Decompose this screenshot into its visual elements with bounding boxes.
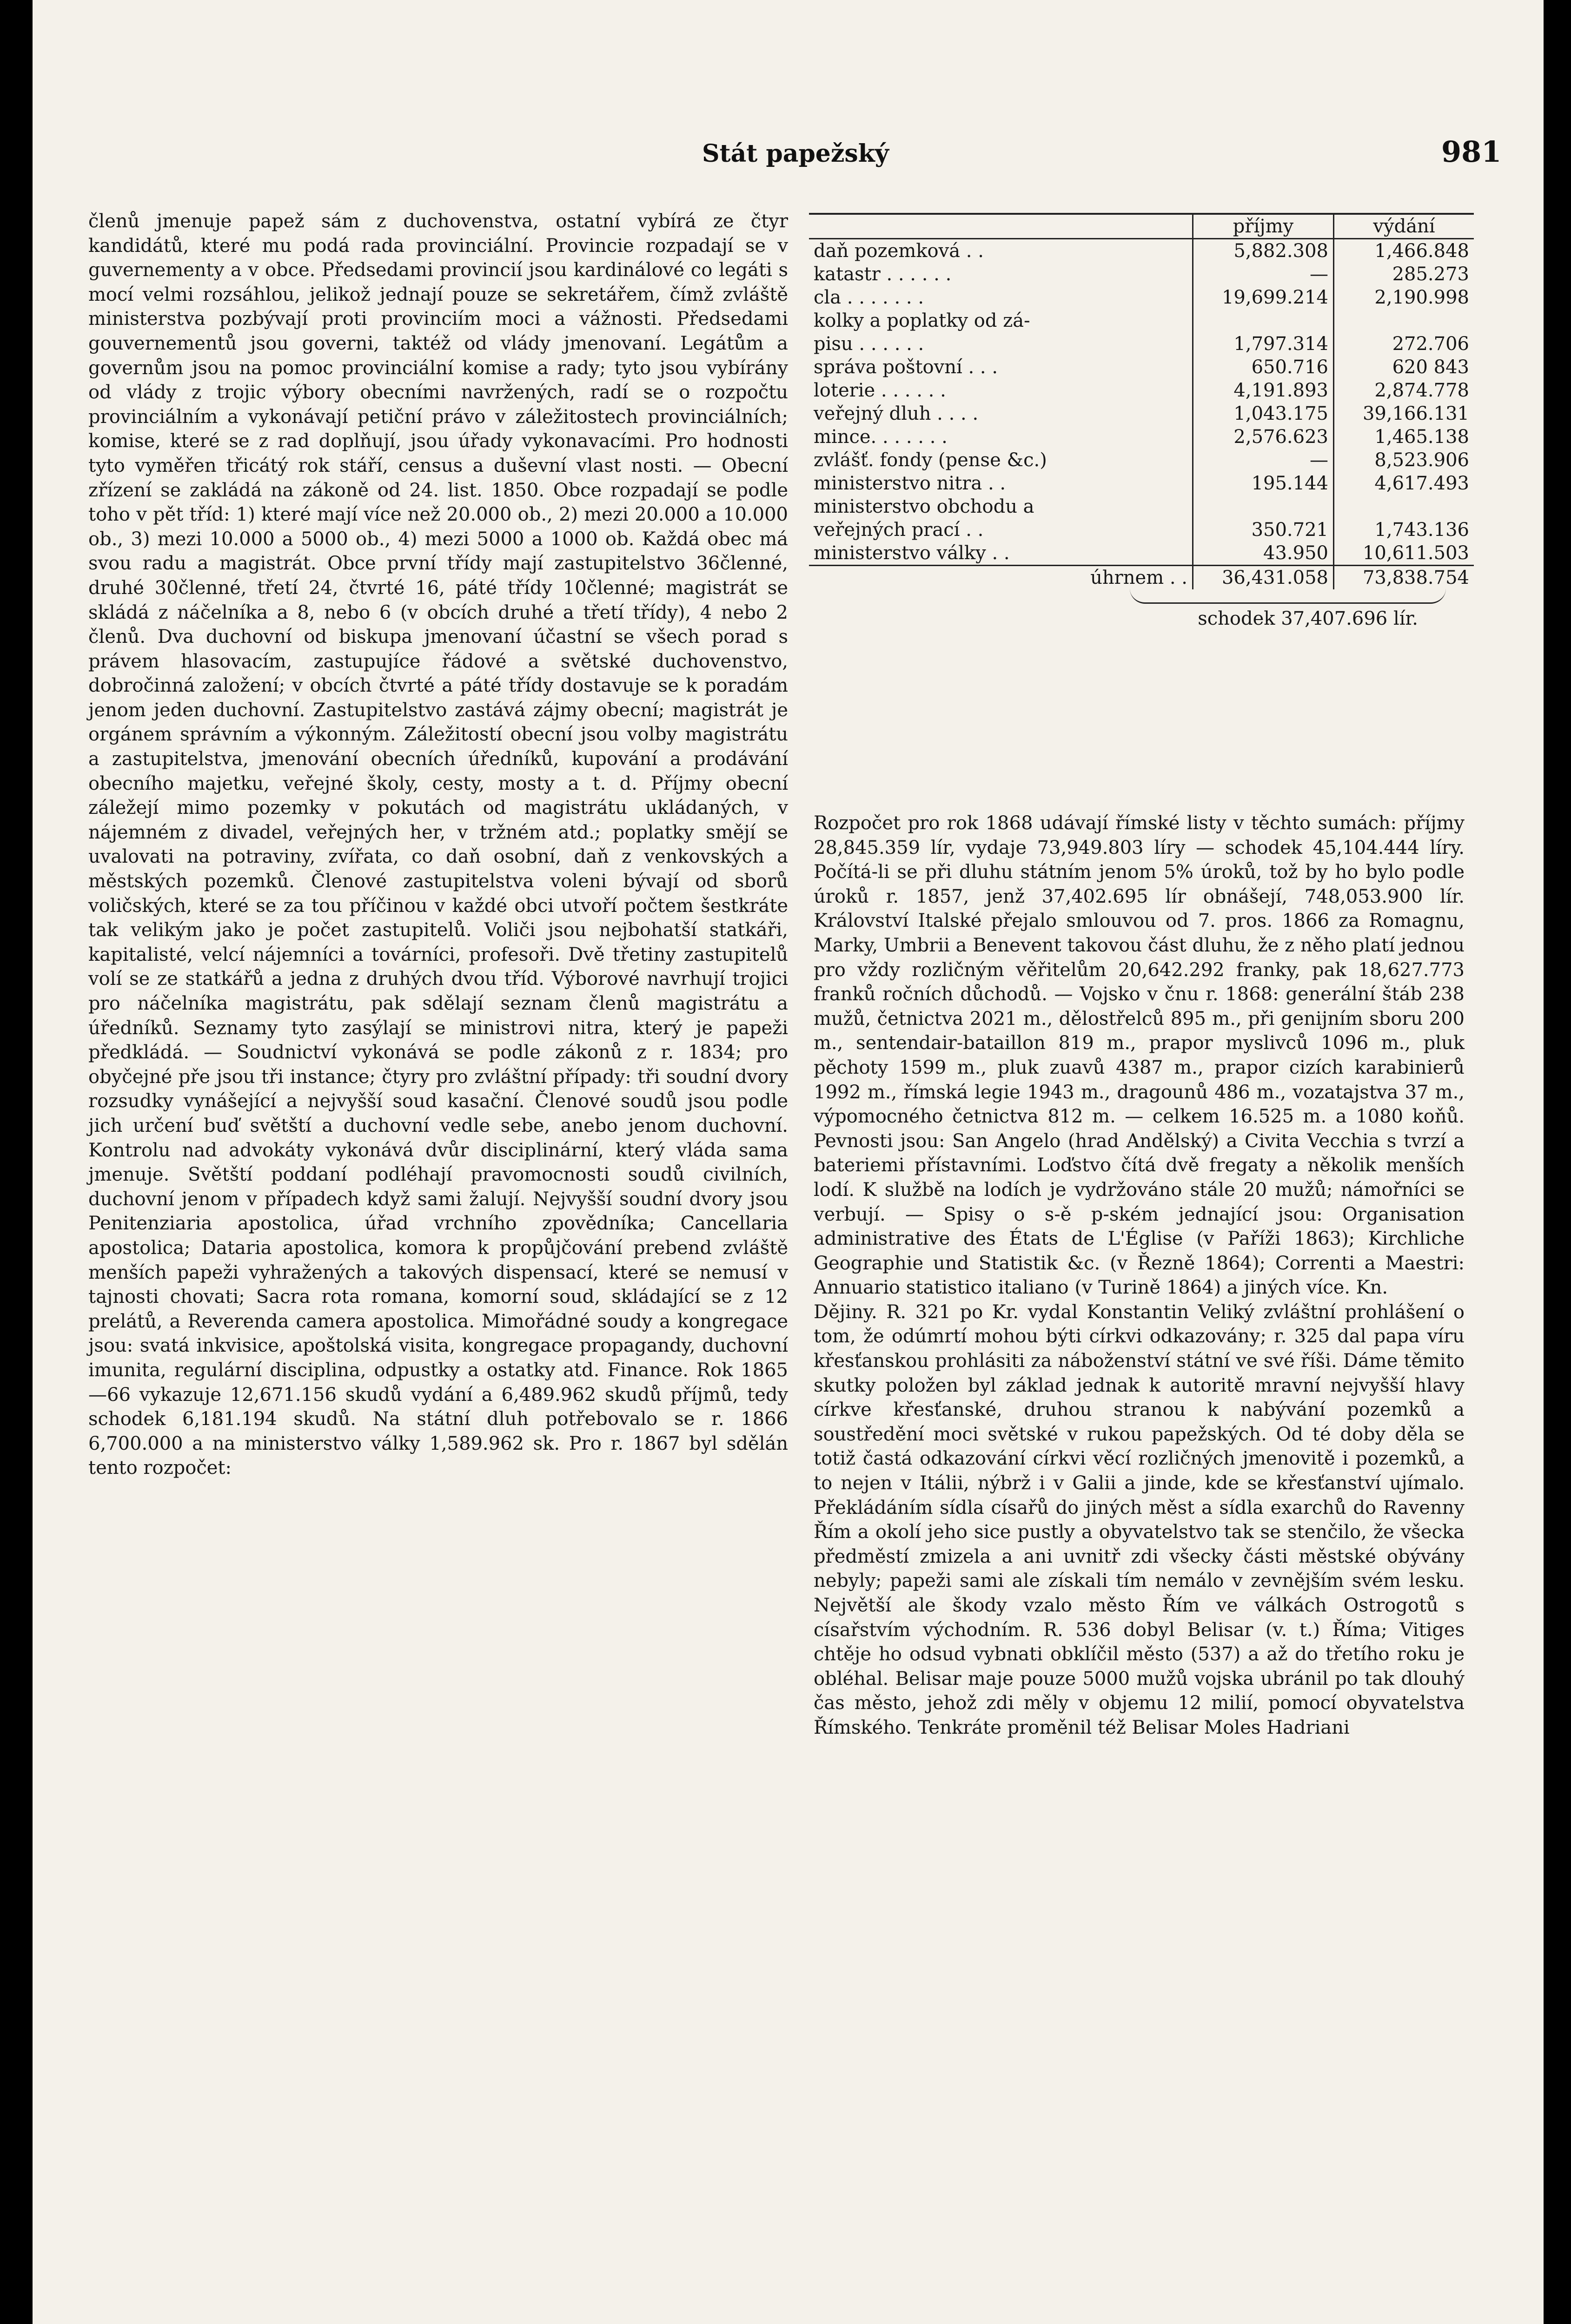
table-row: [809, 402, 1474, 425]
running-head-title: Stát papežský: [702, 139, 889, 168]
row-expense: 1,466.848: [1334, 239, 1474, 263]
table-header-income: příjmy: [1193, 214, 1334, 239]
row-label: pisu . . . . . .: [814, 333, 924, 355]
row-income: —: [1193, 263, 1334, 286]
row-income: 350.721: [1193, 518, 1334, 541]
row-expense: 620 843: [1334, 356, 1474, 379]
row-label: ministerstvo nitra . .: [814, 473, 1006, 494]
table-row: [809, 472, 1474, 495]
row-income: 1,797.314: [1193, 332, 1334, 356]
table-total-row: [809, 566, 1474, 590]
table-row: [809, 449, 1474, 472]
row-label: ministerstvo války . .: [814, 542, 1010, 564]
table-row: [809, 518, 1474, 541]
left-column: [88, 209, 788, 2324]
row-income: 4,191.893: [1193, 379, 1334, 402]
row-expense: 4,617.493: [1334, 472, 1474, 495]
row-expense: 10,611.503: [1334, 541, 1474, 566]
table-row: [809, 356, 1474, 379]
row-label: ministerstvo obchodu a: [814, 496, 1034, 517]
row-expense: 1,743.136: [1334, 518, 1474, 541]
row-income: 43.950: [1193, 541, 1334, 566]
row-expense: [1334, 309, 1474, 332]
row-label: mince. . . . . . .: [814, 426, 948, 448]
row-income: 5,882.308: [1193, 239, 1334, 263]
total-label: úhrnem . .: [809, 566, 1193, 590]
brace-line: [1130, 588, 1446, 604]
table-row: [809, 286, 1474, 309]
row-label: kolky a poplatky od zá-: [814, 310, 1030, 331]
budget-table-body: [809, 239, 1474, 566]
page-sheet: [33, 0, 1544, 2324]
right-column: [814, 811, 1465, 2324]
row-income: 2,576.623: [1193, 425, 1334, 449]
deficit-text: schodek 37,407.696 lír.: [1198, 608, 1418, 629]
row-income: 1,043.175: [1193, 402, 1334, 425]
row-expense: 272.706: [1334, 332, 1474, 356]
row-income: 650.716: [1193, 356, 1334, 379]
total-expense: 73,838.754: [1334, 566, 1474, 590]
row-label: veřejných prací . .: [814, 519, 984, 541]
table-row: [809, 541, 1474, 566]
row-label: cla . . . . . . .: [814, 287, 924, 308]
budget-table: [809, 213, 1474, 589]
row-income: [1193, 309, 1334, 332]
row-label: správa poštovní . . .: [814, 357, 998, 378]
table-row: [809, 239, 1474, 263]
left-column-text: členů jmenuje papež sám z duchovenstva, ostatní vybírá ze čtyr kandidátů, které mu podá rada provinciální. Provincie rozpadají se v guvernementy a v obce. Předsedami provincií jsou kardinálové co legáti s mocí velmi rozsáhlou, jelikož jednají pouze se sekretářem, čímž zvláště ministerstva pozbývají proti provinciím moci a vážnosti. Předsedami gouvernementů jsou governi, taktéž od vlády jmenovaní. Legátům a governům jsou na pomoc provinciální komise a rady; tyto jsou vybírány od vlády z trojic výbory obecními navržených, radí se o rozpočtu provinciálním a vykonávají petiční právo v záležitostech provinciálních; komise, které se z rad doplňují, jsou úřady vykonavacími. Pro hodnosti tyto vyměřen třicátý rok stáří, census a duševní vlast nosti. — Obecní zřízení se zakládá na zákoně od 24. list. 1850. Obce rozpadají se podle toho v pět tříd: 1) které mají více než 20.000 ob., 2) mezi 20.000 a 10.000 ob., 3) mezi 10.000 a 5000 ob., 4) mezi 5000 a 1000 ob. Každá obec má svou radu a magistrát. Obce první třídy mají zastupitelstvo 36členné, druhé 30členné, třetí 24, čtvrté 16, páté třídy 10členné; magistrát se skládá z náčelníka a 8, nebo 6 (v obcích druhé a třetí třídy), 4 nebo 2 členů. Dva duchovní od biskupa jmenovaní účastní se všech porad s právem hlasovacím, zastupujíce řádové a světské duchovenstvo, dobročinná založení; v obcích čtvrté a páté třídy dostavuje se k poradám jenom jeden duchovní. Zastupitelstvo zastává zájmy obecní; magistrát je orgánem správním a výkonným. Záležitostí obecní jsou volby magistrátu a zastupitelstva, jmenování obecních úředníků, kupování a prodávání obecního majetku, veřejné školy, cesty, mosty a t. d. Příjmy obecní záležejí mimo pozemky v pokutách od magistrátu ukládaných, v nájemném z divadel, veřejných her, v tržném atd.; poplatky smějí se uvalovati na potraviny, zvířata, co daň osobní, daň z venkovských a městských pozemků. Členové zastupitelstva voleni bývají od sborů voličských, které se za tou příčinou v každé obci utvoří počtem šestkráte tak velikým jako je počet zastupitelů. Voliči jsou nejbohatší statkáři, kapitalisté, velcí nájemníci a továrníci, profesoři. Dvě třetiny zastupitelů volí se ze statkářů a jedna z druhých dvou tříd. Výborové navrhují trojici pro náčelníka magistrátu, pak sdělají seznam členů magistrátu a úředníků. Seznamy tyto zasýlají se ministrovi nitra, který je papeži předkládá. — Soudnictví vykonává se podle zákonů z r. 1834; pro obyčejné pře jsou tři instance; čtyry pro zvláštní případy: tři soudní dvory rozsudky vynášející a nejvyšší soud kasační. Členové soudů jsou podle jich určení buď světští a duchovní vedle sebe, anebo jenom duchovní. Kontrolu nad advokáty vykonává dvůr disciplinární, který vláda sama jmenuje. Světští poddaní podléhají pravomocnosti soudů civilních, duchovní jenom v případech když sami žalují. Nejvyšší soudní dvory jsou Penitenziaria apostolica, úřad vrchního zpovědníka; Cancellaria apostolica; Dataria apostolica, komora k propůjčování prebend zvláště menších papeži vyhražených a takových dispensací, které se nemusí v tajnosti chovati; Sacra rota romana, komorní soud, skládající se z 12 prelátů, a Reverenda camera apostolica. Mimořádné soudy a kongregace jsou: svatá inkvisice, apoštolská visita, kongregace propagandy, duchovní imunita, regulární disciplina, odpustky a ostatky atd. Finance. Rok 1865—66 vykazuje 12,671.156 skudů vydání a 6,489.962 skudů příjmů, tedy schodek 6,181.194 skudů. Na státní dluh potřebovalo se r. 1866 6,700.000 a na ministerstvo války 1,589.962 sk. Pro r. 1867 byl sdělán tento rozpočet:: [88, 211, 788, 1479]
row-label: veřejný dluh . . . .: [814, 403, 979, 424]
table-row: [809, 425, 1474, 449]
row-label: katastr . . . . . .: [814, 264, 952, 285]
table-header-row: [809, 214, 1474, 239]
row-expense: 2,874.778: [1334, 379, 1474, 402]
total-income: 36,431.058: [1193, 566, 1334, 590]
deficit-note: [809, 608, 1478, 629]
table-header-expense: výdání: [1334, 214, 1474, 239]
row-expense: 39,166.131: [1334, 402, 1474, 425]
row-label: daň pozemková . .: [814, 240, 984, 262]
row-expense: [1334, 495, 1474, 518]
row-income: 195.144: [1193, 472, 1334, 495]
row-expense: 8,523.906: [1334, 449, 1474, 472]
row-income: 19,699.214: [1193, 286, 1334, 309]
table-row: [809, 495, 1474, 518]
page-number: 981: [1441, 135, 1502, 169]
row-label: loterie . . . . . .: [814, 380, 946, 401]
right-column-text: Rozpočet pro rok 1868 udávají římské listy v těchto sumách: příjmy 28,845.359 lír, vydaje 73,949.803 líry — schodek 45,104.444 líry. Počítá-li se při dluhu státním jenom 5% úroků, tož by ho bylo podle úroků r. 1857, jenž 37,402.695 lír obnášejí, 748,053.900 lír. Království Italské přejalo smlouvou od 7. pros. 1866 za Romagnu, Marky, Umbrii a Benevent takovou část dluhu, že z něho platí jednou pro vždy rozličným věřitelům 20,642.292 franky, pak 18,627.773 franků ročních důchodů. — Vojsko v čnu r. 1868: generální štáb 238 mužů, četnictva 2021 m., dělostřelců 895 m., při genijním sboru 200 m., sentendair-bataillon 819 m., prapor myslivců 1096 m., pluk pěchoty 1599 m., pluk zuavů 4387 m., prapor cizích karabinierů 1992 m., římská legie 1943 m., dragounů 486 m., vozatajstva 37 m., výpomocného četnictva 812 m. — celkem 16.525 m. a 1080 koňů. Pevnosti jsou: San Angelo (hrad Andělský) a Civita Vecchia s tvrzí a bateriemi přístavními. Loďstvo čítá dvě fregaty a několik menších lodí. K službě na lodích je vydržováno stále 20 mužů; námořníci se verbují. — Spisy o s-ě p-ském jednající jsou: Organisation administrative des États de L'Église (v Paříži 1863); Kirchliche Geographie und Statistik &c. (v Řezně 1864); Correnti a Maestri: Annuario statistico italiano (v Turině 1864) a jiných více. Kn. Dějiny. R. 321 po Kr. vydal Konstantin Veliký zvláštní prohlášení o tom, že odúmrtí mohou býti církvi odkazovány; r. 325 dal papa víru křesťanskou prohlásiti za náboženství státní ve své říši. Dáme těmito skutky položen byl základ jednak k autoritě mravní nejvyšší hlavy církve křesťanské, druhou stranou k nabývání pozemků a soustředění moci světské v rukou papežských. Od té doby děla se totiž častá odkazování církvi věcí rozličných jmenovitě i pozemků, a to nejen v Itálii, nýbrž i v Galii a jinde, kde se křesťanství ujímalo. Překládáním sídla císařů do jiných měst a sídla exarchů do Ravenny Řím a okolí jeho sice pustly a obyvatelstvo tak se stenčilo, že všecka předměstí zmizela a ani uvnitř zdi všecky části městské obývány nebyly; papeži sami ale získali tím nemálo v zevnějším svém lesku. Největší ale škody vzalo město Řím ve válkách Ostrogotů s císařstvím východním. R. 536 dobyl Belisar (v. t.) Říma; Vitiges chtěje ho odsud vybnati obklíčil město (537) a až do třetího roku je obléhal. Belisar maje pouze 5000 mužů vojska ubránil po tak dlouhý čas město, jehož zdi měly v objemu 12 milií, pomocí obyvatelstva Římského. Tenkráte proměnil též Belisar Moles Hadriani: [814, 812, 1465, 1738]
table-row: [809, 309, 1474, 332]
budget-table-block: [809, 213, 1478, 629]
table-row: [809, 379, 1474, 402]
row-expense: 2,190.998: [1334, 286, 1474, 309]
table-header-label: [809, 214, 1193, 239]
row-expense: 285.273: [1334, 263, 1474, 286]
row-income: —: [1193, 449, 1334, 472]
row-income: [1193, 495, 1334, 518]
row-expense: 1,465.138: [1334, 425, 1474, 449]
row-label: zvlášť. fondy (pense &c.): [814, 449, 1047, 471]
table-row: [809, 263, 1474, 286]
table-row: [809, 332, 1474, 356]
